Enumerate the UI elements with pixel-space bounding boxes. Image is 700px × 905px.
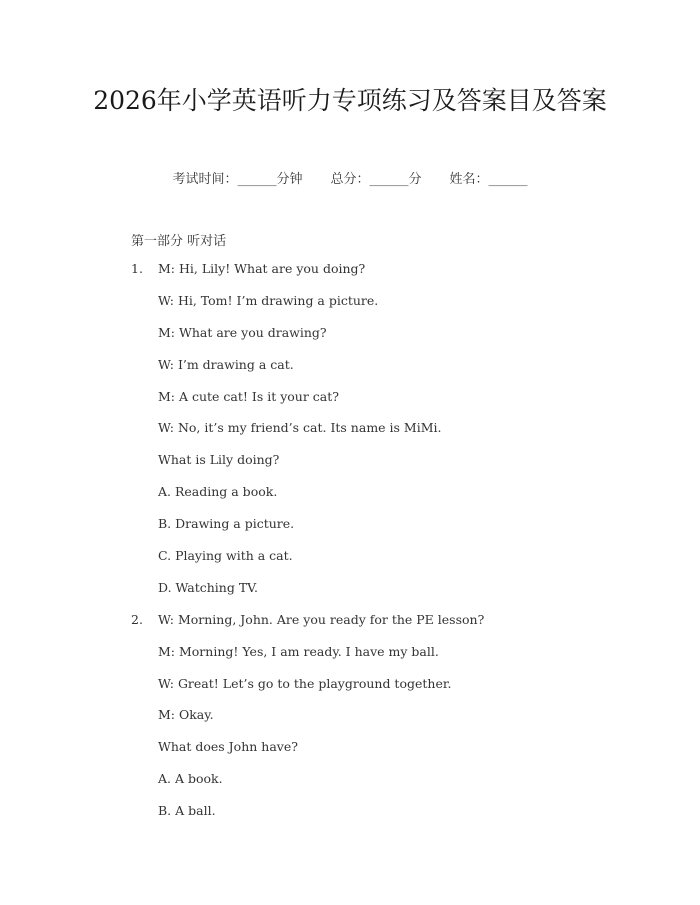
answer-option: A. Reading a book. xyxy=(158,484,278,500)
dialogue-line: M: Okay. xyxy=(158,707,214,723)
question-list xyxy=(131,259,651,833)
dialogue-line: M: What are you drawing? xyxy=(158,324,327,340)
dialogue-line: M: Morning! Yes, I am ready. I have my ball. xyxy=(158,643,439,659)
exam-time-field: 考试时间：______分钟 xyxy=(172,172,303,187)
question-prompt: What does John have? xyxy=(158,739,298,755)
answer-option: A. A book. xyxy=(158,771,223,787)
question-2-line-0 xyxy=(131,610,651,642)
question-number: 2. xyxy=(131,611,143,627)
dialogue-line: M: Hi, Lily! What are you doing? xyxy=(158,261,366,276)
document-title xyxy=(0,82,700,120)
answer-option: D. Watching TV. xyxy=(158,579,258,595)
section-heading: 第一部分 听对话 xyxy=(131,234,227,249)
answer-option: B. Drawing a picture. xyxy=(158,516,295,532)
dialogue-line: W: Morning, John. Are you ready for the PE lesson? xyxy=(158,611,485,627)
student-name-field: 姓名：______ xyxy=(449,172,528,187)
answer-option: C. Playing with a cat. xyxy=(158,548,293,564)
dialogue-line: W: No, it’s my friend’s cat. Its name is MiMi. xyxy=(158,420,442,436)
dialogue-line: W: I’m drawing a cat. xyxy=(158,356,294,372)
dialogue-line: M: A cute cat! Is it your cat? xyxy=(158,388,339,404)
exam-info-line xyxy=(0,168,700,187)
question-number: 1. xyxy=(131,261,143,276)
dialogue-line: W: Great! Let’s go to the playground together. xyxy=(158,675,452,691)
dialogue-line: W: Hi, Tom! I’m drawing a picture. xyxy=(158,292,379,308)
question-prompt: What is Lily doing? xyxy=(158,452,280,468)
total-score-field: 总分：______分 xyxy=(330,172,422,187)
title-text: 2026年小学英语听力专项练习及答案目及答案 xyxy=(93,86,607,115)
question-1-line-0 xyxy=(131,259,651,291)
answer-option: B. A ball. xyxy=(158,803,216,819)
